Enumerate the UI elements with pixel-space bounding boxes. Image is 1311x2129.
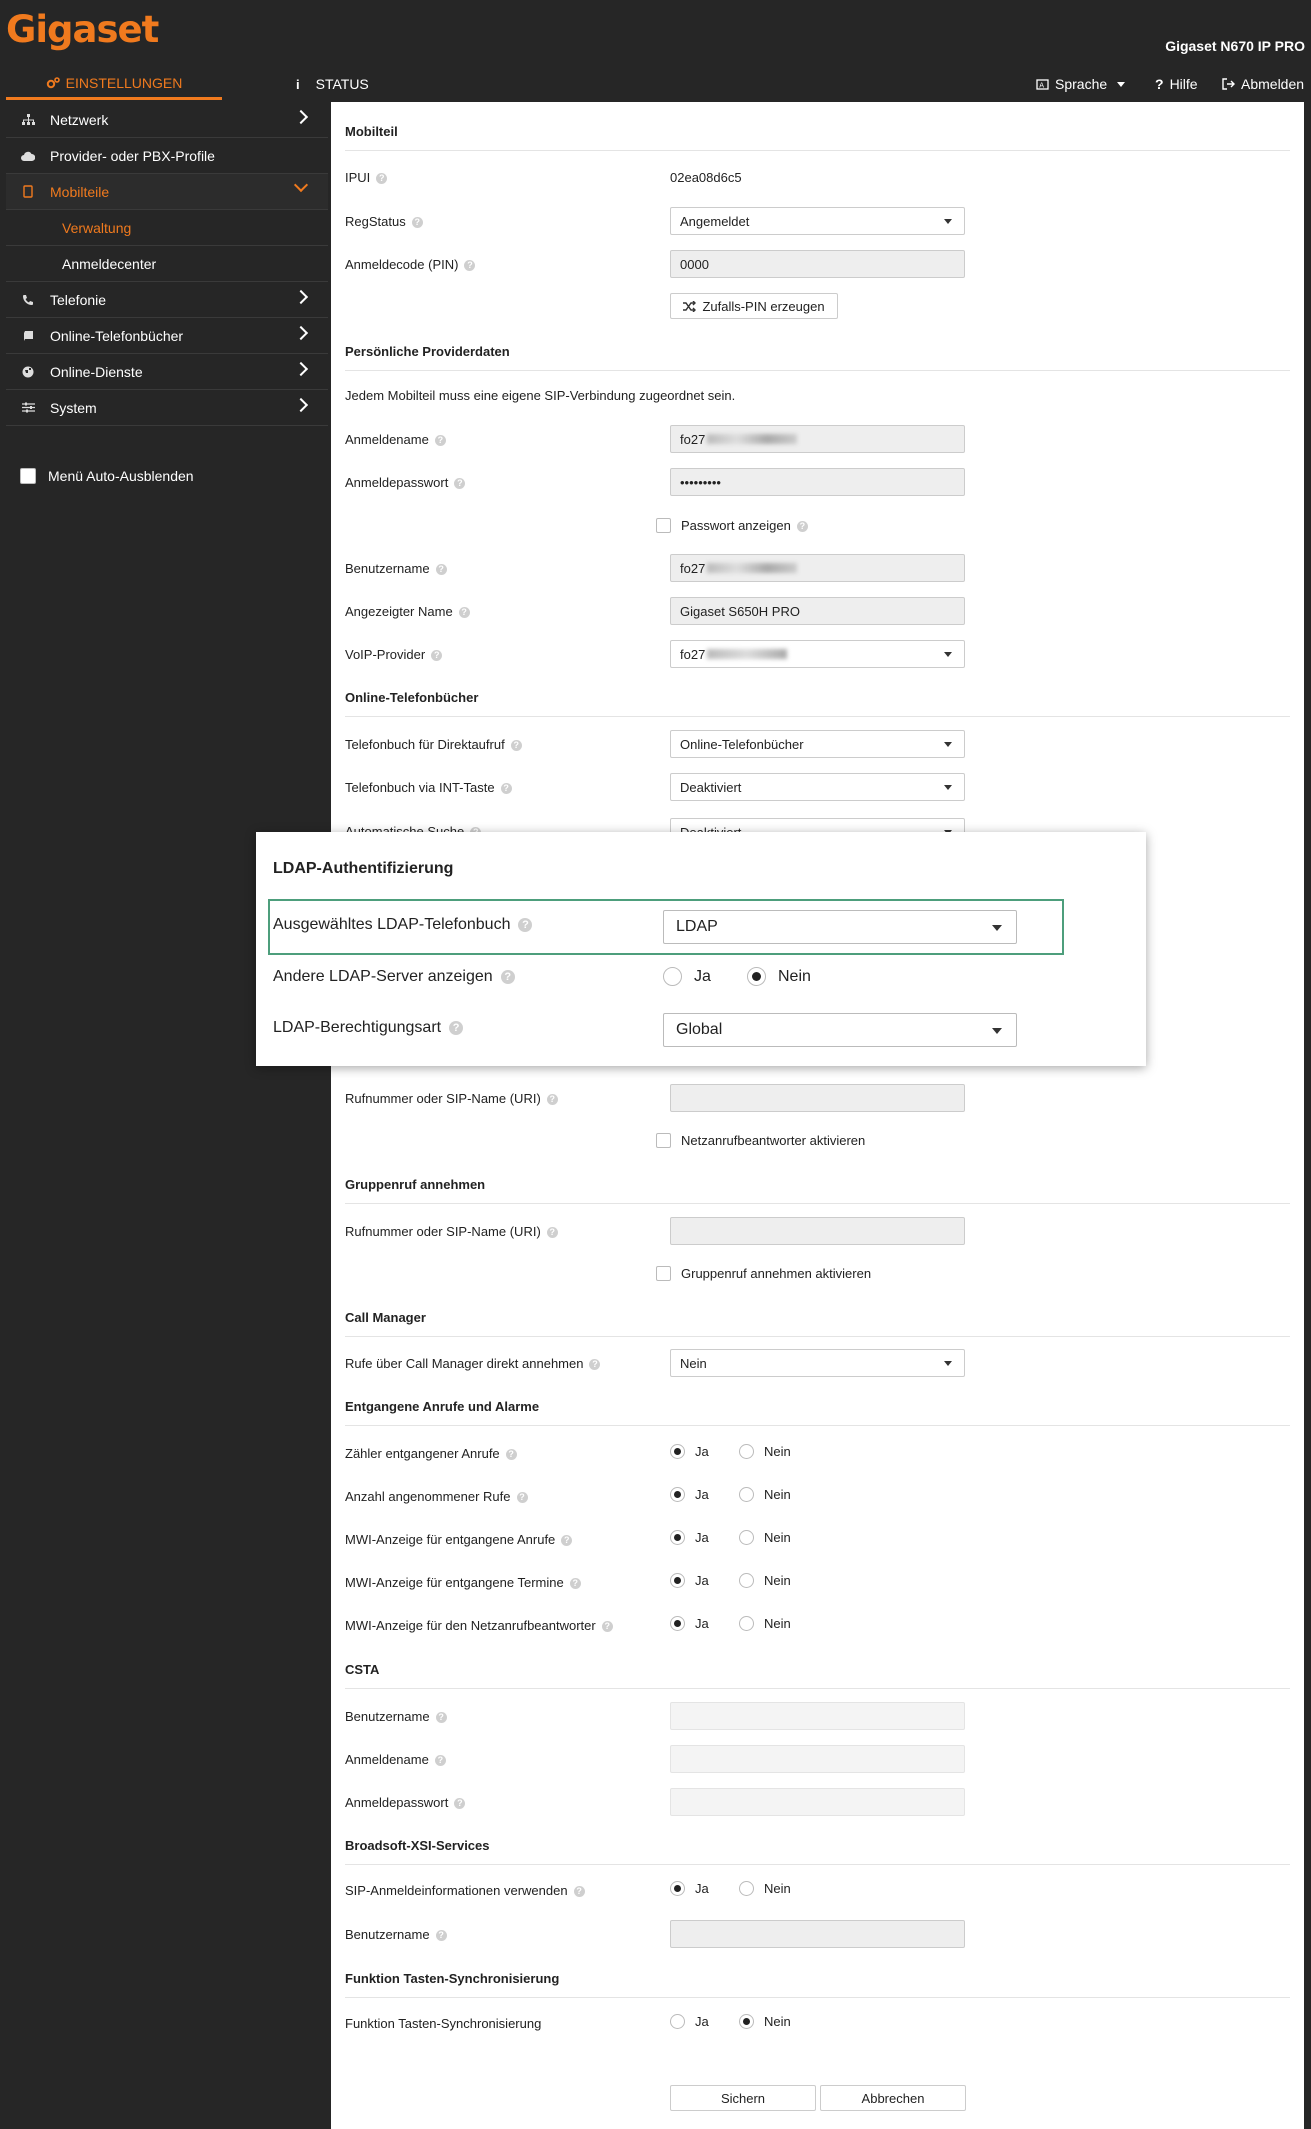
bs-user-label: Benutzername ? [345,1927,447,1942]
bs-user-row [345,1920,1290,1950]
cm-label: Rufe über Call Manager direkt annehmen ? [345,1356,600,1371]
radio-button[interactable] [739,1444,754,1459]
radio-button[interactable] [739,2014,754,2029]
redacted-mark [707,563,797,573]
other-servers-no[interactable]: Nein [747,967,811,986]
password-label: Anmeldepasswort ? [345,475,465,490]
section-phonebooks: Online-Telefonbücher [345,690,1290,705]
csta-pass-label: Anmeldepasswort ? [345,1795,465,1810]
help-icon[interactable]: ? [506,1449,517,1460]
group-uri-input[interactable] [670,1217,965,1245]
help-icon[interactable]: ? [589,1359,600,1370]
regstatus-label: RegStatus ? [345,214,423,229]
checkbox[interactable] [656,518,671,533]
sidebar [6,102,328,2129]
sidebar-item-label: Telefonie [50,291,107,308]
sidebar-item-mobilteile[interactable] [6,174,328,210]
shuffle-icon [683,301,696,312]
auth-type-label: LDAP-Berechtigungsart ? [273,1019,463,1037]
section-keysync: Funktion Tasten-Synchronisierung [345,1971,1290,1986]
sidebar-item-online-telefonbuecher[interactable] [6,318,328,354]
help-icon[interactable]: ? [570,1578,581,1589]
display-name-row [345,597,1290,627]
chevron-down-icon [294,178,308,192]
radio-button[interactable] [670,1487,685,1502]
voip-select[interactable]: fo27 [670,640,965,668]
autohide-checkbox[interactable] [20,468,36,484]
sidebar-item-label: Mobilteile [50,183,110,200]
help-icon[interactable]: ? [518,918,532,932]
radio-yes[interactable]: Ja [670,1444,709,1459]
section-broadsoft: Broadsoft-XSI-Services [345,1838,1290,1853]
help-icon[interactable]: ? [436,1930,447,1941]
ipui-value: 02ea08d6c5 [670,170,742,185]
autohide-label: Menü Auto-Ausblenden [48,468,194,484]
nab-uri-input[interactable] [670,1084,965,1112]
section-csta: CSTA [345,1662,1290,1677]
chevron-down-icon [1117,82,1125,87]
checkbox[interactable] [656,1133,671,1148]
username-input[interactable]: fo27 [670,554,965,582]
bs-user-input[interactable] [670,1920,965,1948]
show-password-label: Passwort anzeigen ? [681,518,808,533]
group-uri-label: Rufnummer oder SIP-Name (URI) ? [345,1224,558,1239]
radio-no[interactable]: Nein [739,1616,791,1631]
cm-select[interactable]: Nein [670,1349,965,1377]
csta-user-input[interactable] [670,1702,965,1730]
tab-status-label: STATUS [315,76,369,92]
radio-yes[interactable]: Ja [670,1487,709,1502]
help-icon[interactable]: ? [602,1621,613,1632]
logout-link[interactable] [1222,68,1304,100]
login-input[interactable]: fo27 [670,425,965,453]
help-label: Hilfe [1169,76,1198,92]
sidebar-item-system[interactable] [6,390,328,426]
missed-row [345,1530,1290,1552]
radio-button[interactable] [739,1573,754,1588]
radio-yes[interactable]: Ja [670,1616,709,1631]
help-icon[interactable]: ? [511,740,522,751]
sidebar-item-netzwerk[interactable] [6,102,328,138]
radio-yes[interactable]: Ja [670,1530,709,1545]
missed-row-label: MWI-Anzeige für entgangene Termine ? [345,1575,581,1590]
redacted-mark [707,649,787,659]
chevron-right-icon [294,110,308,124]
int-pb-row [345,773,1290,803]
tab-settings-label: EINSTELLUNGEN [65,74,183,91]
csta-pass-input[interactable] [670,1788,965,1816]
int-pb-select[interactable]: Deaktiviert [670,773,965,801]
help-icon[interactable]: ? [436,1712,447,1723]
nab-activate-checkbox[interactable] [656,1133,865,1148]
section-provider: Persönliche Providerdaten [345,344,1290,359]
voip-label: VoIP-Provider ? [345,647,442,662]
help-icon[interactable]: ? [435,1755,446,1766]
question-icon: ? [1155,76,1164,92]
auth-type-select[interactable]: Global [663,1013,1017,1047]
other-servers-label: Andere LDAP-Server anzeigen ? [273,968,515,986]
group-uri-row [345,1217,1290,1247]
sliders-icon [20,402,36,413]
redacted-mark [707,434,797,444]
ldap-pb-label: Ausgewähltes LDAP-Telefonbuch ? [273,916,532,934]
csta-pass-row [345,1788,1290,1818]
help-icon[interactable]: ? [412,217,423,228]
keysync-row [345,2014,1290,2036]
section-missed: Entgangene Anrufe und Alarme [345,1399,1290,1414]
handset-icon [20,185,36,198]
csta-user-label: Benutzername ? [345,1709,447,1724]
nab-uri-row [345,1084,1290,1114]
pin-row [345,250,1290,280]
help-icon[interactable]: ? [435,435,446,446]
radio-no[interactable]: Nein [739,1444,791,1459]
sidebar-item-provider[interactable] [6,138,328,174]
missed-row-label: Zähler entgangener Anrufe ? [345,1446,517,1461]
network-icon [20,114,36,126]
help-icon[interactable]: ? [376,173,387,184]
tab-status[interactable] [296,68,369,100]
login-row [345,425,1290,455]
ldap-pb-select[interactable]: LDAP [663,910,1017,944]
sidebar-item-label: Online-Dienste [50,363,143,380]
cm-row [345,1349,1290,1379]
help-icon[interactable]: ? [449,1021,463,1035]
chevron-right-icon [294,326,308,340]
radio-no[interactable]: Nein [739,1573,791,1588]
cancel-button[interactable]: Abbrechen [820,2085,966,2111]
radio-no[interactable]: Nein [739,1530,791,1545]
pin-input[interactable]: 0000 [670,250,965,278]
missed-row-label: MWI-Anzeige für den Netzanrufbeantworter ? [345,1618,613,1633]
radio-button[interactable] [670,2014,685,2029]
language-menu[interactable] [1036,68,1125,100]
cloud-icon [20,151,36,161]
help-icon[interactable]: ? [797,521,808,532]
sidebar-subitem-verwaltung[interactable]: Verwaltung [6,210,328,246]
header [0,0,1311,102]
svg-text:A: A [1039,81,1044,89]
radio-button[interactable] [670,1530,685,1545]
password-input[interactable]: ••••••••• [670,468,965,496]
missed-row-label: MWI-Anzeige für entgangene Anrufe ? [345,1532,572,1547]
help-icon[interactable]: ? [561,1535,572,1546]
nab-uri-label: Rufnummer oder SIP-Name (URI) ? [345,1091,558,1106]
csta-login-label: Anmeldename ? [345,1752,446,1767]
language-icon [1036,78,1049,91]
radio-button[interactable] [739,1616,754,1631]
radio-yes[interactable]: Ja [670,1573,709,1588]
section-group: Gruppenruf annehmen [345,1177,1290,1192]
phone-icon [20,294,36,306]
ipui-row [345,164,1290,194]
radio-button[interactable] [670,1616,685,1631]
info-icon: i [296,76,300,92]
provider-note: Jedem Mobilteil muss eine eigene SIP-Verbindung zugeordnet sein. [345,388,736,403]
radio-button[interactable] [670,1444,685,1459]
display-name-label: Angezeigter Name ? [345,604,470,619]
sidebar-item-telefonie[interactable] [6,282,328,318]
int-pb-label: Telefonbuch via INT-Taste ? [345,780,512,795]
help-icon[interactable]: ? [454,478,465,489]
radio-button[interactable] [739,1530,754,1545]
radio-button[interactable] [747,967,766,986]
csta-login-input[interactable] [670,1745,965,1773]
group-activate-label: Gruppenruf annehmen aktivieren [681,1266,872,1281]
popup-title: LDAP-Authentifizierung [273,860,454,877]
sidebar-subitem-anmeldecenter[interactable]: Anmeldecenter [6,246,328,282]
direct-pb-select[interactable]: Online-Telefonbücher [670,730,965,758]
bs-sip-label: SIP-Anmeldeinformationen verwenden ? [345,1883,585,1898]
sidebar-item-label: Netzwerk [50,111,109,128]
help-icon[interactable]: ? [454,1798,465,1809]
help-icon[interactable]: ? [436,564,447,575]
chevron-right-icon [294,398,308,412]
help-icon[interactable]: ? [459,607,470,618]
sidebar-item-label: Provider- oder PBX-Profile [50,147,215,164]
keysync-label: Funktion Tasten-Synchronisierung [345,2016,542,2031]
radio-yes[interactable]: Ja [670,1881,709,1896]
logout-icon [1222,78,1235,90]
help-icon[interactable]: ? [464,260,475,271]
gigaset-logo: Gigaset [6,8,159,51]
group-activate-checkbox[interactable] [656,1266,871,1281]
globe-icon [20,366,36,378]
chevron-right-icon [294,362,308,376]
missed-row [345,1444,1290,1466]
help-icon[interactable]: ? [501,970,515,984]
book-icon [20,330,36,342]
direct-pb-row [345,730,1290,760]
autohide-toggle[interactable] [6,468,328,484]
random-pin-label: Zufalls-PIN erzeugen [702,298,825,314]
other-servers-yes[interactable]: Ja [663,967,711,986]
nab-activate-label: Netzanrufbeantworter aktivieren [681,1133,866,1148]
bs-sip-row [345,1881,1290,1903]
pin-label: Anmeldecode (PIN) ? [345,257,475,272]
sidebar-item-online-dienste[interactable] [6,354,328,390]
chevron-right-icon [294,290,308,304]
save-button[interactable]: Sichern [670,2085,816,2111]
csta-login-row [345,1745,1290,1775]
username-label: Benutzername ? [345,561,447,576]
missed-row-label: Anzahl angenommener Rufe ? [345,1489,528,1504]
missed-row [345,1487,1290,1509]
help-icon[interactable]: ? [574,1886,585,1897]
help-icon[interactable]: ? [501,783,512,794]
password-row [345,468,1290,498]
ipui-label: IPUI ? [345,170,387,185]
direct-pb-label: Telefonbuch für Direktaufruf ? [345,737,522,752]
random-pin-button[interactable] [670,293,838,319]
username-row [345,554,1290,584]
checkbox[interactable] [656,1266,671,1281]
help-icon[interactable]: ? [431,650,442,661]
radio-no[interactable]: Nein [739,1881,791,1896]
radio-button[interactable] [670,1573,685,1588]
device-name: Gigaset N670 IP PRO [1165,38,1305,54]
section-mobilteil: Mobilteil [345,124,1290,139]
display-name-input[interactable]: Gigaset S650H PRO [670,597,965,625]
radio-button[interactable] [739,1881,754,1896]
sidebar-item-label: Online-Telefonbücher [50,327,184,344]
ldap-auth-popup [256,832,1146,1066]
gears-icon [46,77,60,89]
regstatus-row [345,207,1290,237]
main-content [331,102,1304,2129]
regstatus-select[interactable]: Angemeldet [670,207,965,235]
radio-button[interactable] [739,1487,754,1502]
radio-no[interactable]: Nein [739,2014,791,2029]
missed-row [345,1573,1290,1595]
help-icon[interactable]: ? [547,1094,558,1105]
show-password-checkbox[interactable] [656,518,808,533]
tab-settings[interactable] [6,68,222,100]
login-label: Anmeldename ? [345,432,446,447]
radio-no[interactable]: Nein [739,1487,791,1502]
radio-button[interactable] [663,967,682,986]
sidebar-item-label: System [50,399,97,416]
language-label: Sprache [1055,76,1108,92]
logout-label: Abmelden [1241,76,1305,92]
voip-row [345,640,1290,670]
help-icon[interactable]: ? [517,1492,528,1503]
help-link[interactable] [1155,68,1198,100]
help-icon[interactable]: ? [547,1227,558,1238]
section-callmanager: Call Manager [345,1310,1290,1325]
csta-user-row [345,1702,1290,1732]
radio-button[interactable] [670,1881,685,1896]
radio-yes[interactable]: Ja [670,2014,709,2029]
missed-row [345,1616,1290,1638]
